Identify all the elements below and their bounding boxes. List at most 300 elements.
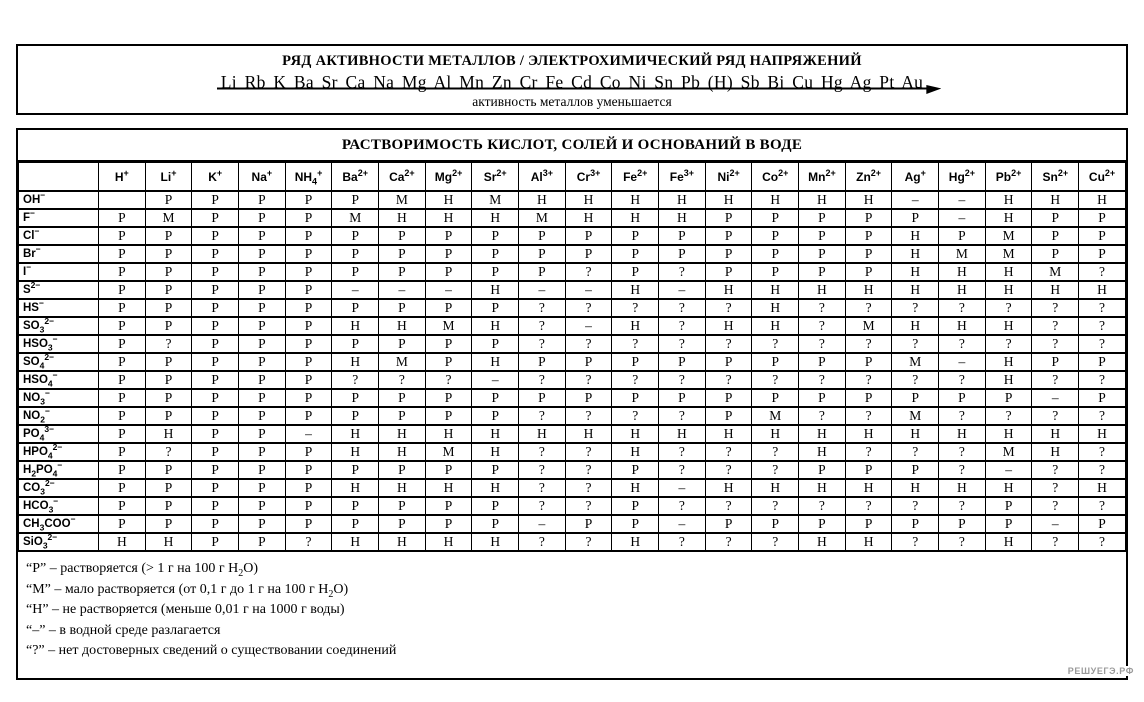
table-row: [19, 497, 1126, 515]
solubility-cell: Р: [99, 209, 146, 227]
solubility-cell: Н: [379, 317, 426, 335]
solubility-cell: Р: [192, 389, 239, 407]
solubility-cell: ?: [1079, 443, 1126, 461]
solubility-cell: ?: [892, 335, 939, 353]
solubility-cell: Р: [519, 227, 566, 245]
solubility-cell: Н: [939, 317, 986, 335]
solubility-cell: ?: [799, 371, 846, 389]
solubility-cell: Р: [332, 407, 379, 425]
solubility-cell: ?: [565, 407, 612, 425]
solubility-cell: Р: [285, 335, 332, 353]
table-row: [19, 479, 1126, 497]
solubility-cell: ?: [519, 479, 566, 497]
solubility-cell: Р: [285, 209, 332, 227]
solubility-cell: Р: [519, 389, 566, 407]
cation-header: $Mn^{2+}$: [799, 163, 846, 192]
solubility-cell: Р: [799, 389, 846, 407]
activity-series-panel: [16, 44, 1128, 115]
solubility-cell: ?: [565, 299, 612, 317]
solubility-cell: Р: [285, 443, 332, 461]
solubility-cell: Н: [939, 281, 986, 299]
solubility-cell: ?: [1079, 461, 1126, 479]
solubility-cell: Р: [285, 353, 332, 371]
solubility-cell: Р: [799, 263, 846, 281]
solubility-cell: Н: [612, 425, 659, 443]
solubility-cell: Н: [332, 317, 379, 335]
solubility-cell: ?: [659, 407, 706, 425]
solubility-cell: Н: [985, 479, 1032, 497]
activity-series-caption: активность металлов уменьшается: [472, 94, 672, 109]
solubility-cell: ?: [285, 533, 332, 551]
solubility-cell: ?: [985, 299, 1032, 317]
solubility-cell: ?: [565, 461, 612, 479]
legend-item: “?” – нет достоверных сведений о существовании соединений: [26, 643, 397, 658]
solubility-cell: Р: [239, 461, 286, 479]
solubility-cell: Н: [1079, 425, 1126, 443]
solubility-cell: Н: [752, 281, 799, 299]
anion-header: $NO_3^-$: [19, 389, 99, 407]
solubility-cell: Р: [145, 281, 192, 299]
solubility-cell: Н: [332, 353, 379, 371]
solubility-cell: Р: [659, 353, 706, 371]
solubility-cell: Р: [332, 389, 379, 407]
solubility-cell: ?: [1079, 533, 1126, 551]
legend-item: “Н” – не растворяется (меньше 0,01 г на 1000 г воды): [26, 602, 345, 617]
solubility-cell: Н: [332, 533, 379, 551]
solubility-cell: Р: [192, 281, 239, 299]
solubility-cell: Н: [892, 317, 939, 335]
solubility-cell: –: [939, 191, 986, 209]
solubility-cell: М: [379, 191, 426, 209]
anion-header: $S^{2-}$: [19, 281, 99, 299]
cation-header: $Pb^{2+}$: [985, 163, 1032, 192]
activity-series-row: [219, 72, 925, 93]
solubility-cell: ?: [659, 443, 706, 461]
solubility-cell: ?: [939, 335, 986, 353]
solubility-cell: ?: [799, 497, 846, 515]
solubility-cell: Р: [99, 443, 146, 461]
solubility-cell: ?: [892, 533, 939, 551]
activity-series-metals: Li Rb K Ba Sr Ca Na Mg Al Mn Zn Cr Fe Cd Co Ni Sn Pb (H) Sb Bi Cu Hg Ag Pt Au: [220, 72, 924, 92]
solubility-cell: Р: [379, 497, 426, 515]
solubility-cell: Р: [612, 461, 659, 479]
solubility-cell: Р: [519, 245, 566, 263]
solubility-cell: –: [565, 317, 612, 335]
solubility-cell: Р: [519, 353, 566, 371]
cation-header: Ag+: [892, 163, 939, 192]
solubility-cell: Р: [379, 335, 426, 353]
solubility-cell: Н: [379, 443, 426, 461]
solubility-cell: ?: [659, 371, 706, 389]
solubility-cell: Р: [752, 245, 799, 263]
solubility-cell: Р: [425, 227, 472, 245]
solubility-cell: Р: [239, 335, 286, 353]
solubility-cell: Р: [192, 371, 239, 389]
solubility-cell: Н: [752, 299, 799, 317]
solubility-cell: ?: [519, 461, 566, 479]
solubility-cell: Р: [379, 461, 426, 479]
cation-header: $Ba^{2+}$: [332, 163, 379, 192]
solubility-cell: Н: [752, 317, 799, 335]
solubility-cell: Н: [892, 425, 939, 443]
solubility-panel: [16, 128, 1128, 680]
cation-header: $Fe^{3+}$: [659, 163, 706, 192]
solubility-cell: Р: [379, 515, 426, 533]
solubility-cell: Н: [1032, 443, 1079, 461]
watermark: РЕШУЕГЭ.РФ: [1067, 666, 1134, 676]
solubility-cell: Н: [705, 479, 752, 497]
solubility-cell: Р: [1079, 209, 1126, 227]
solubility-cell: Р: [285, 479, 332, 497]
solubility-cell: Р: [285, 191, 332, 209]
solubility-cell: Р: [705, 389, 752, 407]
solubility-cell: Р: [145, 497, 192, 515]
solubility-cell: Н: [472, 479, 519, 497]
solubility-cell: Р: [892, 515, 939, 533]
solubility-cell: ?: [1079, 317, 1126, 335]
solubility-cell: Н: [379, 425, 426, 443]
solubility-cell: Р: [192, 425, 239, 443]
solubility-cell: Н: [612, 209, 659, 227]
solubility-cell: ?: [1032, 479, 1079, 497]
solubility-cell: Р: [145, 407, 192, 425]
solubility-cell: ?: [659, 497, 706, 515]
anion-header: $CO_3^{2-}$: [19, 479, 99, 497]
solubility-cell: Н: [845, 281, 892, 299]
table-row: [19, 425, 1126, 443]
solubility-cell: Н: [145, 533, 192, 551]
solubility-cell: Н: [425, 209, 472, 227]
solubility-cell: Н: [1032, 191, 1079, 209]
solubility-cell: ?: [659, 533, 706, 551]
solubility-cell: Р: [425, 389, 472, 407]
solubility-cell: М: [985, 245, 1032, 263]
solubility-cell: –: [519, 515, 566, 533]
solubility-cell: ?: [752, 335, 799, 353]
solubility-cell: ?: [705, 533, 752, 551]
solubility-cell: Р: [705, 263, 752, 281]
solubility-cell: М: [939, 245, 986, 263]
solubility-cell: Р: [145, 353, 192, 371]
solubility-cell: Р: [752, 227, 799, 245]
solubility-cell: Р: [845, 389, 892, 407]
solubility-cell: Р: [192, 533, 239, 551]
solubility-cell: Н: [752, 425, 799, 443]
solubility-cell: Н: [659, 209, 706, 227]
table-row: [19, 335, 1126, 353]
solubility-cell: Р: [472, 407, 519, 425]
solubility-cell: Р: [239, 389, 286, 407]
solubility-cell: Н: [705, 317, 752, 335]
solubility-cell: ?: [519, 299, 566, 317]
solubility-cell: Р: [1032, 353, 1079, 371]
solubility-cell: Р: [472, 263, 519, 281]
solubility-cell: Р: [425, 461, 472, 479]
solubility-cell: ?: [752, 461, 799, 479]
solubility-cell: Р: [99, 263, 146, 281]
solubility-cell: Р: [425, 497, 472, 515]
solubility-cell: Р: [192, 407, 239, 425]
solubility-cell: ?: [1079, 497, 1126, 515]
solubility-cell: Р: [845, 515, 892, 533]
solubility-cell: Р: [239, 227, 286, 245]
solubility-cell: Н: [845, 191, 892, 209]
solubility-cell: Р: [612, 245, 659, 263]
cation-header: $Cu^{2+}$: [1079, 163, 1126, 192]
table-row: [19, 263, 1126, 281]
solubility-cell: Р: [612, 515, 659, 533]
solubility-cell: Р: [472, 497, 519, 515]
cation-header: $Fe^{2+}$: [612, 163, 659, 192]
solubility-cell: Р: [99, 353, 146, 371]
solubility-cell: М: [892, 407, 939, 425]
solubility-cell: Н: [985, 281, 1032, 299]
solubility-cell: Р: [192, 497, 239, 515]
solubility-cell: Р: [145, 245, 192, 263]
solubility-cell: Р: [332, 335, 379, 353]
solubility-cell: Р: [752, 389, 799, 407]
solubility-cell: Р: [425, 299, 472, 317]
solubility-cell: Р: [192, 515, 239, 533]
solubility-cell: Н: [472, 209, 519, 227]
table-row: [19, 299, 1126, 317]
solubility-cell: М: [752, 407, 799, 425]
cation-header: $Co^{2+}$: [752, 163, 799, 192]
solubility-cell: Н: [1079, 281, 1126, 299]
solubility-cell: Н: [892, 227, 939, 245]
cation-header: Na+: [239, 163, 286, 192]
solubility-cell: Р: [1032, 227, 1079, 245]
cation-header: K+: [192, 163, 239, 192]
solubility-cell: ?: [705, 443, 752, 461]
solubility-cell: Р: [145, 317, 192, 335]
solubility-cell: Р: [285, 299, 332, 317]
solubility-cell: Р: [239, 479, 286, 497]
solubility-cell: Р: [472, 335, 519, 353]
solubility-cell: Р: [192, 461, 239, 479]
solubility-cell: ?: [659, 335, 706, 353]
solubility-cell: Р: [239, 425, 286, 443]
solubility-cell: Р: [939, 227, 986, 245]
solubility-cell: Р: [332, 497, 379, 515]
solubility-cell: –: [285, 425, 332, 443]
solubility-cell: Н: [472, 353, 519, 371]
solubility-cell: Р: [985, 515, 1032, 533]
solubility-cell: Р: [239, 407, 286, 425]
solubility-cell: Р: [985, 389, 1032, 407]
solubility-cell: Р: [192, 227, 239, 245]
solubility-cell: Н: [799, 281, 846, 299]
solubility-cell: [99, 191, 146, 209]
solubility-cell: Р: [892, 461, 939, 479]
solubility-cell: Р: [285, 263, 332, 281]
solubility-cell: ?: [565, 443, 612, 461]
solubility-cell: –: [659, 281, 706, 299]
solubility-cell: М: [985, 443, 1032, 461]
solubility-cell: Р: [472, 515, 519, 533]
table-row: [19, 461, 1126, 479]
solubility-cell: Н: [379, 533, 426, 551]
activity-series-title: РЯД АКТИВНОСТИ МЕТАЛЛОВ / ЭЛЕКТРОХИМИЧЕСКИЙ РЯД НАПРЯЖЕНИЙ: [282, 53, 862, 69]
solubility-cell: Р: [425, 245, 472, 263]
solubility-cell: Р: [612, 353, 659, 371]
solubility-cell: Н: [472, 281, 519, 299]
solubility-cell: ?: [845, 443, 892, 461]
solubility-cell: ?: [1032, 335, 1079, 353]
solubility-cell: ?: [519, 407, 566, 425]
anion-header: $NO_2^-$: [19, 407, 99, 425]
solubility-cell: ?: [892, 371, 939, 389]
solubility-cell: Р: [752, 353, 799, 371]
solubility-cell: ?: [892, 299, 939, 317]
solubility-cell: М: [892, 353, 939, 371]
solubility-cell: Н: [985, 317, 1032, 335]
anion-header: F−: [19, 209, 99, 227]
solubility-cell: ?: [612, 299, 659, 317]
solubility-cell: ?: [985, 335, 1032, 353]
solubility-cell: Р: [99, 371, 146, 389]
solubility-cell: ?: [519, 335, 566, 353]
solubility-cell: –: [939, 209, 986, 227]
solubility-cell: –: [379, 281, 426, 299]
table-row: [19, 317, 1126, 335]
anion-header: OH−: [19, 191, 99, 209]
solubility-cell: Р: [285, 461, 332, 479]
solubility-cell: М: [985, 227, 1032, 245]
solubility-table-body: [19, 191, 1126, 551]
solubility-cell: Н: [892, 281, 939, 299]
table-row: [19, 209, 1126, 227]
solubility-cell: Р: [192, 245, 239, 263]
solubility-cell: Р: [192, 209, 239, 227]
cation-header: $Al^{3+}$: [519, 163, 566, 192]
solubility-cell: Н: [612, 533, 659, 551]
solubility-cell: Р: [705, 227, 752, 245]
solubility-cell: ?: [1032, 371, 1079, 389]
anion-header: $SO_4^{2-}$: [19, 353, 99, 371]
cation-header: $Hg^{2+}$: [939, 163, 986, 192]
solubility-cell: Р: [845, 227, 892, 245]
solubility-cell: Р: [1079, 389, 1126, 407]
solubility-cell: Р: [332, 461, 379, 479]
solubility-cell: Р: [472, 227, 519, 245]
solubility-cell: –: [472, 371, 519, 389]
solubility-cell: ?: [1032, 533, 1079, 551]
solubility-cell: –: [985, 461, 1032, 479]
solubility-cell: ?: [519, 533, 566, 551]
solubility-cell: Н: [612, 479, 659, 497]
solubility-cell: Р: [1079, 227, 1126, 245]
solubility-cell: Р: [239, 191, 286, 209]
solubility-cell: М: [145, 209, 192, 227]
solubility-cell: Р: [472, 389, 519, 407]
solubility-cell: Р: [379, 263, 426, 281]
solubility-cell: Н: [145, 425, 192, 443]
solubility-cell: Р: [99, 389, 146, 407]
solubility-cell: М: [425, 443, 472, 461]
solubility-cell: Р: [145, 227, 192, 245]
solubility-cell: ?: [705, 335, 752, 353]
solubility-cell: ?: [519, 497, 566, 515]
solubility-cell: –: [519, 281, 566, 299]
solubility-cell: Р: [285, 227, 332, 245]
anion-header: I−: [19, 263, 99, 281]
anion-header: $HSO_3^-$: [19, 335, 99, 353]
solubility-cell: ?: [612, 371, 659, 389]
solubility-cell: Р: [659, 389, 706, 407]
solubility-cell: Р: [192, 353, 239, 371]
solubility-cell: ?: [939, 533, 986, 551]
solubility-cell: Н: [565, 425, 612, 443]
solubility-cell: М: [379, 353, 426, 371]
solubility-cell: Н: [845, 533, 892, 551]
solubility-cell: ?: [519, 317, 566, 335]
solubility-cell: ?: [659, 299, 706, 317]
solubility-cell: Р: [239, 371, 286, 389]
solubility-cell: Н: [939, 479, 986, 497]
anion-header: $HSO_4^-$: [19, 371, 99, 389]
solubility-cell: ?: [752, 443, 799, 461]
table-row: [19, 515, 1126, 533]
solubility-cell: ?: [985, 407, 1032, 425]
solubility-cell: Н: [1032, 281, 1079, 299]
solubility-cell: Р: [192, 317, 239, 335]
solubility-cell: Н: [939, 425, 986, 443]
solubility-cell: ?: [565, 533, 612, 551]
solubility-cell: ?: [145, 335, 192, 353]
legend-item: “–” – в водной среде разлагается: [26, 622, 221, 638]
anion-header: $PO_4^{3-}$: [19, 425, 99, 443]
solubility-cell: Р: [939, 515, 986, 533]
solubility-cell: Р: [239, 209, 286, 227]
table-row: [19, 281, 1126, 299]
solubility-cell: Р: [99, 515, 146, 533]
solubility-cell: ?: [799, 407, 846, 425]
table-row: [19, 407, 1126, 425]
solubility-cell: Н: [612, 317, 659, 335]
solubility-cell: Н: [705, 281, 752, 299]
corner-cell: [19, 163, 99, 192]
table-row: [19, 245, 1126, 263]
solubility-cell: –: [1032, 515, 1079, 533]
solubility-title: РАСТВОРИМОСТЬ КИСЛОТ, СОЛЕЙ И ОСНОВАНИЙ В ВОДЕ: [18, 130, 1126, 162]
solubility-cell: Р: [565, 245, 612, 263]
solubility-cell: Р: [332, 227, 379, 245]
cation-header: $Sn^{2+}$: [1032, 163, 1079, 192]
solubility-cell: Р: [892, 209, 939, 227]
solubility-cell: ?: [705, 461, 752, 479]
solubility-cell: Н: [799, 479, 846, 497]
solubility-cell: Р: [565, 515, 612, 533]
solubility-cell: Н: [519, 191, 566, 209]
table-row: [19, 227, 1126, 245]
solubility-cell: ?: [939, 443, 986, 461]
anion-header: HS−: [19, 299, 99, 317]
cation-header: $NH_4^+$: [285, 163, 332, 192]
solubility-cell: Н: [892, 479, 939, 497]
table-row: [19, 353, 1126, 371]
solubility-cell: ?: [519, 371, 566, 389]
solubility-cell: Р: [99, 407, 146, 425]
solubility-cell: Н: [612, 281, 659, 299]
solubility-cell: М: [425, 317, 472, 335]
table-row: [19, 191, 1126, 209]
solubility-cell: Р: [239, 317, 286, 335]
solubility-cell: Р: [332, 299, 379, 317]
solubility-cell: Р: [425, 335, 472, 353]
solubility-cell: ?: [705, 299, 752, 317]
solubility-cell: Н: [472, 443, 519, 461]
